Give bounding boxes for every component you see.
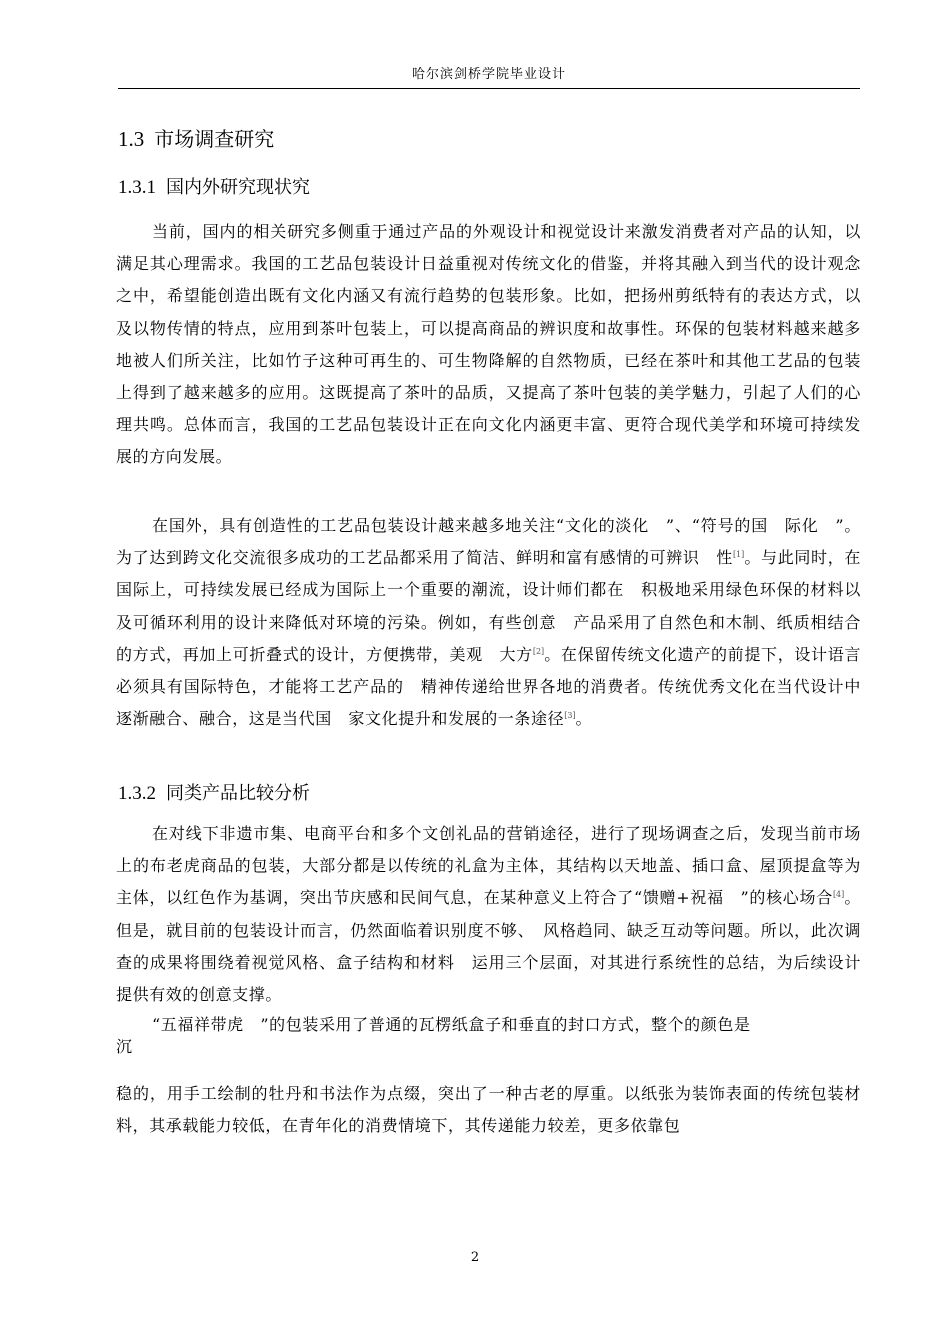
text-run: “五福祥带虎 ”的包装采用了普通的瓦楞纸盒子和垂直的封口方式，整个的颜色是	[152, 1015, 751, 1034]
header-divider	[118, 88, 860, 89]
text-run: 。但是，就目前的包装设计而言，仍然面临着识别度不够、 风格趋同、缺乏互动等问题。所以，此次调查的成果将围绕着视觉风格、盒子结构和材料 运用三个层面，对其进行系统性的总结，为后续设计提供有效的创意支撑。	[116, 888, 861, 1005]
citation-1: [1]	[732, 550, 745, 560]
paragraph-wufu-line	[116, 1014, 861, 1058]
citation-4: [4]	[832, 890, 845, 900]
section-number: 1.3	[118, 127, 145, 151]
page-number: 2	[470, 1250, 480, 1265]
subsection-title-1: 国内外研究现状究	[166, 177, 310, 198]
text-run: 。在保留传统文化遗产的前提下，设计语言必须具有国际特色，才能将工艺产品的 精神传递给世界各地的消费者。传统优秀文化在当代设计中逐渐融合、融合，这是当代国 家文化提升和发展的一条途径	[116, 644, 861, 729]
section-heading	[118, 124, 274, 154]
paragraph-foreign-research	[116, 510, 861, 735]
paragraph-domestic-research: 当前，国内的相关研究多侧重于通过产品的外观设计和视觉设计来激发消费者对产品的认知，以满足其心理需求。我国的工艺品包装设计日益重视对传统文化的借鉴，并将其融入到当代的设计观念之中，希望能创造出既有文化内涵又有流行趋势的包装形象。比如，把扬州剪纸特有的表达方式，以及以物传情的特点，应用到茶叶包装上，可以提高商品的辨识度和故事性。环保的包装材料越来越多地被人们所关注，比如竹子这种可再生的、可生物降解的自然物质，已经在茶叶和其他工艺品的包装上得到了越来越多的应用。这既提高了茶叶的品质，又提高了茶叶包装的美学魅力，引起了人们的心理共鸣。总体而言，我国的工艺品包装设计正在向文化内涵更丰富、更符合现代美学和环境可持续发展的方向发展。	[116, 222, 861, 467]
paragraph-product-comparison	[116, 818, 861, 1011]
subsection-heading-2	[118, 780, 310, 808]
text-run: 沉	[116, 1037, 133, 1056]
subsection-heading-1	[118, 174, 310, 202]
citation-3: [3]	[564, 711, 576, 721]
subsection-number-2: 1.3.2	[118, 783, 156, 804]
page-header: 哈尔滨剑桥学院毕业设计	[411, 67, 566, 82]
subsection-number-1: 1.3.1	[118, 177, 156, 198]
text-run: 在国外，具有创造性的工艺品包装设计越来越多地关注“文化的淡化 ”、“符号的国 际化 ”。为了达到跨文化交流很多成功的工艺品都采用了简洁、鲜明和富有感情的可辨识 性	[116, 516, 861, 568]
text-run: 。	[575, 709, 593, 729]
section-title: 市场调查研究	[154, 127, 275, 151]
citation-2: [2]	[532, 646, 545, 656]
text-run: 。与此同时，在国际上，可持续发展已经成为国际上一个重要的潮流，设计师们都在 积极地采用绿色环保的材料以及可循环利用的设计来降低对环境的污染。例如，有些创意 产品采用了自然色和木制、纸质相结合的方式，再加上可折叠式的设计，方便携带，美观 大方	[116, 548, 861, 664]
paragraph-wufu-continued: 稳的，用手工绘制的牡丹和书法作为点缀，突出了一种古老的厚重。以纸张为装饰表面的传统包装材料，其承载能力较低，在青年化的消费情境下，其传递能力较差，更多依靠包	[116, 1084, 861, 1136]
text-run: 在对线下非遗市集、电商平台和多个文创礼品的营销途径，进行了现场调查之后，发现当前市场上的布老虎商品的包装，大部分都是以传统的礼盒为主体，其结构以天地盖、插口盒、屋顶提盒等为主体，以红色作为基调，突出节庆感和民间气息，在某种意义上符合了“馈赠+祝福 ”的核心场合	[116, 824, 861, 908]
subsection-title-2: 同类产品比较分析	[166, 783, 310, 804]
